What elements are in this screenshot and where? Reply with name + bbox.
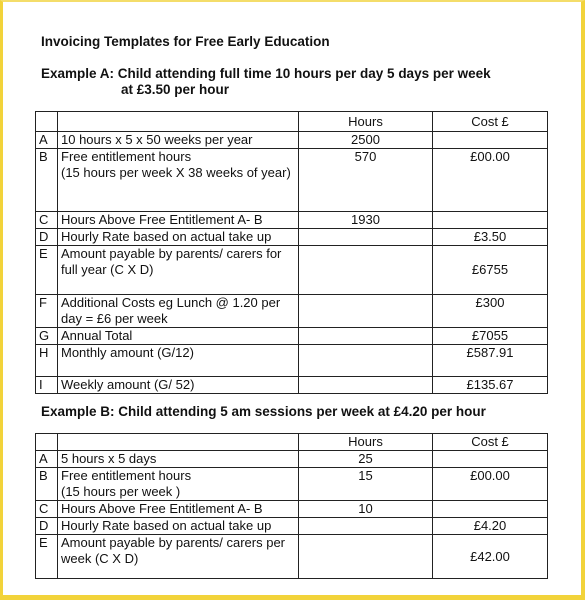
document-title: Invoicing Templates for Free Early Education — [41, 34, 330, 49]
header-hours: Hours — [299, 434, 433, 451]
table-row — [36, 501, 548, 518]
table-header-row — [36, 112, 548, 132]
row-cost: £00.00 — [433, 149, 548, 212]
row-letter: F — [36, 295, 58, 328]
table-row — [36, 328, 548, 345]
row-description: Hours Above Free Entitlement A- B — [58, 501, 299, 518]
row-hours — [299, 518, 433, 535]
row-hours — [299, 229, 433, 246]
row-hours: 570 — [299, 149, 433, 212]
row-description: Free entitlement hours (15 hours per week X 38 weeks of year) — [58, 149, 299, 212]
row-hours — [299, 246, 433, 295]
row-letter: D — [36, 518, 58, 535]
table-row — [36, 295, 548, 328]
header-desc-cell — [58, 434, 299, 451]
header-desc-cell — [58, 112, 299, 132]
row-letter: C — [36, 501, 58, 518]
row-cost: £4.20 — [433, 518, 548, 535]
row-description: Hourly Rate based on actual take up — [58, 518, 299, 535]
row-cost: £135.67 — [433, 377, 548, 394]
table-row — [36, 246, 548, 295]
table-row — [36, 212, 548, 229]
row-letter: H — [36, 345, 58, 377]
header-hours: Hours — [299, 112, 433, 132]
row-letter: B — [36, 149, 58, 212]
row-description: 10 hours x 5 x 50 weeks per year — [58, 132, 299, 149]
row-letter: D — [36, 229, 58, 246]
row-description: Free entitlement hours (15 hours per week ) — [58, 468, 299, 501]
row-hours: 25 — [299, 451, 433, 468]
table-row — [36, 468, 548, 501]
row-cost — [433, 501, 548, 518]
row-description: Weekly amount (G/ 52) — [58, 377, 299, 394]
row-cost — [433, 212, 548, 229]
row-cost — [433, 451, 548, 468]
row-letter: C — [36, 212, 58, 229]
table-row — [36, 149, 548, 212]
row-description: Amount payable by parents/ carers for full year (C X D) — [58, 246, 299, 295]
row-cost: £7055 — [433, 328, 548, 345]
row-description: Hours Above Free Entitlement A- B — [58, 212, 299, 229]
row-cost: £587.91 — [433, 345, 548, 377]
row-letter: G — [36, 328, 58, 345]
row-hours: 2500 — [299, 132, 433, 149]
example-a-heading-line2: at £3.50 per hour — [121, 82, 230, 97]
row-hours — [299, 295, 433, 328]
header-letter-cell — [36, 112, 58, 132]
header-letter-cell — [36, 434, 58, 451]
example-b-heading: Example B: Child attending 5 am sessions per week at £4.20 per hour — [41, 404, 486, 419]
table-row — [36, 518, 548, 535]
row-letter: A — [36, 451, 58, 468]
table-row — [36, 451, 548, 468]
row-letter: A — [36, 132, 58, 149]
row-hours — [299, 345, 433, 377]
row-letter: I — [36, 377, 58, 394]
row-description: Amount payable by parents/ carers per week (C X D) — [58, 535, 299, 579]
row-hours: 15 — [299, 468, 433, 501]
row-description: 5 hours x 5 days — [58, 451, 299, 468]
row-letter: E — [36, 535, 58, 579]
row-cost — [433, 132, 548, 149]
table-row — [36, 132, 548, 149]
example-b-table — [35, 433, 548, 579]
row-cost: £300 — [433, 295, 548, 328]
row-description: Additional Costs eg Lunch @ 1.20 per day = £6 per week — [58, 295, 299, 328]
row-cost: £6755 — [433, 246, 548, 295]
header-cost: Cost £ — [433, 434, 548, 451]
row-hours — [299, 377, 433, 394]
table-header-row — [36, 434, 548, 451]
row-hours: 1930 — [299, 212, 433, 229]
row-letter: E — [36, 246, 58, 295]
row-description: Monthly amount (G/12) — [58, 345, 299, 377]
row-cost: £3.50 — [433, 229, 548, 246]
row-cost: £00.00 — [433, 468, 548, 501]
row-description: Annual Total — [58, 328, 299, 345]
table-row — [36, 345, 548, 377]
table-row — [36, 377, 548, 394]
row-hours: 10 — [299, 501, 433, 518]
header-cost: Cost £ — [433, 112, 548, 132]
table-row — [36, 535, 548, 579]
example-a-table — [35, 111, 548, 394]
example-a-heading-line1: Example A: Child attending full time 10 hours per day 5 days per week — [41, 66, 491, 81]
row-description: Hourly Rate based on actual take up — [58, 229, 299, 246]
row-letter: B — [36, 468, 58, 501]
table-row — [36, 229, 548, 246]
row-cost: £42.00 — [433, 535, 548, 579]
row-hours — [299, 328, 433, 345]
example-a-heading — [41, 66, 491, 98]
row-hours — [299, 535, 433, 579]
